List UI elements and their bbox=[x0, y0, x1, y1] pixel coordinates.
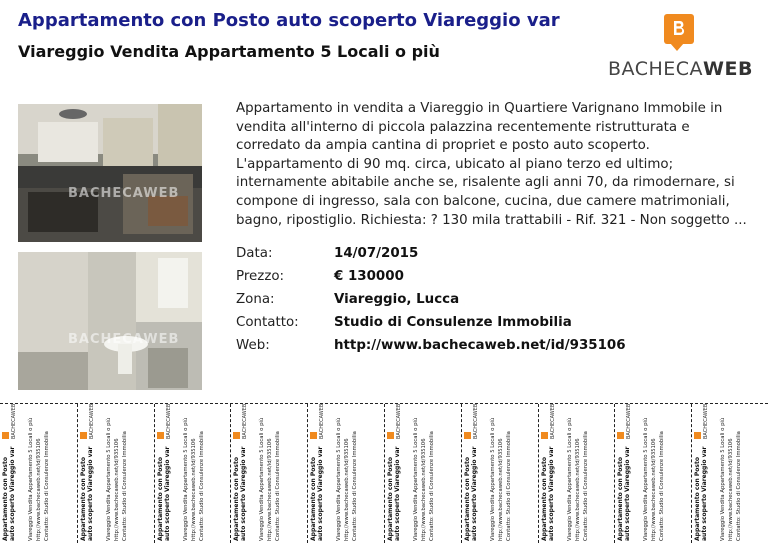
tab-contact: Contatto: Studio di Consulenze Immobilia bbox=[505, 431, 512, 541]
tab-content bbox=[539, 404, 616, 543]
tab-url: http://www.bachecaweb.net/id/935106 bbox=[574, 438, 581, 541]
tab-logo bbox=[233, 403, 251, 439]
web-link[interactable]: http://www.bachecaweb.net/id/935106 bbox=[334, 338, 626, 353]
tear-off-tab[interactable] bbox=[77, 404, 154, 543]
tab-url: http://www.bachecaweb.net/id/935106 bbox=[651, 438, 658, 541]
tab-subtitle: Viareggio Vendita Appartamento 5 Locali o più bbox=[413, 417, 419, 541]
tab-logo-text: BACHECAWEB bbox=[319, 403, 326, 439]
logo-square-icon bbox=[157, 432, 164, 439]
tab-logo bbox=[617, 403, 635, 439]
tear-off-tab[interactable] bbox=[384, 404, 461, 543]
tear-off-tabs bbox=[0, 404, 768, 543]
tab-subtitle: Viareggio Vendita Appartamento 5 Locali o più bbox=[28, 417, 34, 541]
date-label: Data: bbox=[236, 246, 273, 261]
tab-content bbox=[462, 404, 539, 543]
detail-row-zone bbox=[236, 292, 626, 315]
tab-subtitle: Viareggio Vendita Appartamento 5 Locali o più bbox=[489, 417, 496, 541]
tab-contact: Contatto: Studio di Consulenze Immobilia bbox=[275, 431, 282, 541]
tab-url: http://www.bachecaweb.net/id/935106 bbox=[36, 438, 42, 541]
tab-title: Appartamento con Posto auto scoperto Viareggio var bbox=[463, 446, 478, 541]
tab-logo bbox=[387, 403, 405, 439]
tab-content bbox=[615, 404, 692, 543]
tab-logo-text: BACHECAWEB bbox=[11, 403, 17, 439]
tab-logo-text: BACHECAWEB bbox=[703, 403, 710, 439]
tab-logo bbox=[310, 403, 328, 439]
photo-watermark: BACHECAWEB bbox=[68, 332, 180, 347]
zone-value: Viareggio, Lucca bbox=[334, 292, 460, 307]
tab-title: Appartamento con Posto auto scoperto Viareggio var bbox=[310, 446, 325, 541]
tab-subtitle: Viareggio Vendita Appartamento 5 Locali o più bbox=[566, 417, 573, 541]
tab-logo-text: BACHECAWEB bbox=[396, 403, 402, 439]
detail-row-web bbox=[236, 338, 626, 361]
tab-content bbox=[0, 404, 77, 543]
tab-content bbox=[692, 404, 768, 543]
tab-subtitle: Viareggio Vendita Appartamento 5 Locali o più bbox=[259, 417, 266, 541]
logo-square-icon bbox=[310, 432, 317, 439]
tab-title: Appartamento con Posto auto scoperto Viareggio var bbox=[233, 446, 248, 541]
tear-off-tab[interactable] bbox=[230, 404, 307, 543]
listing-details bbox=[236, 246, 626, 361]
logo-square-icon bbox=[233, 432, 240, 439]
tab-logo bbox=[464, 403, 482, 439]
logo-square-icon bbox=[541, 432, 548, 439]
tab-logo-text: BACHECAWEB bbox=[88, 403, 95, 439]
tab-subtitle: Viareggio Vendita Appartamento 5 Locali o più bbox=[643, 417, 650, 541]
tab-url: http://www.bachecaweb.net/id/935106 bbox=[190, 438, 197, 541]
contact-label: Contatto: bbox=[236, 315, 299, 330]
price-value: € 130000 bbox=[334, 269, 404, 284]
tab-contact: Contatto: Studio di Consulenze Immobilia bbox=[659, 431, 666, 541]
date-value: 14/07/2015 bbox=[334, 246, 419, 261]
tear-off-tab[interactable] bbox=[307, 404, 384, 543]
tab-url: http://www.bachecaweb.net/id/935106 bbox=[344, 438, 351, 541]
tear-off-tab[interactable] bbox=[614, 404, 691, 543]
logo-square-icon bbox=[464, 432, 471, 439]
tab-url: http://www.bachecaweb.net/id/935106 bbox=[421, 438, 427, 541]
tab-title: Appartamento con Posto auto scoperto Viareggio var bbox=[387, 446, 401, 541]
tab-url: http://www.bachecaweb.net/id/935106 bbox=[113, 438, 120, 541]
kitchen-photo[interactable] bbox=[18, 104, 202, 242]
tab-url: http://www.bachecaweb.net/id/935106 bbox=[267, 438, 274, 541]
web-label: Web: bbox=[236, 338, 270, 353]
tab-logo-text: BACHECAWEB bbox=[165, 403, 172, 439]
tab-contact: Contatto: Studio di Consulenze Immobilia bbox=[429, 431, 435, 541]
logo-square-icon bbox=[80, 432, 87, 439]
tab-title: Appartamento con Posto auto scoperto Viareggio var bbox=[617, 446, 632, 541]
tab-content bbox=[385, 404, 462, 543]
photo-watermark: BACHECAWEB bbox=[68, 186, 180, 201]
tab-logo bbox=[541, 403, 559, 439]
bathroom-image bbox=[18, 252, 202, 390]
price-label: Prezzo: bbox=[236, 269, 285, 284]
tear-off-tab[interactable] bbox=[154, 404, 231, 543]
tab-title: Appartamento con Posto auto scoperto Viareggio var bbox=[540, 446, 555, 541]
tear-off-tab[interactable] bbox=[461, 404, 538, 543]
tab-contact: Contatto: Studio di Consulenze Immobilia bbox=[736, 431, 743, 541]
tab-title: Appartamento con Posto auto scoperto Viareggio var bbox=[156, 446, 171, 541]
tab-contact: Contatto: Studio di Consulenze Immobilia bbox=[121, 431, 128, 541]
tab-title: Appartamento con Posto auto scoperto Viareggio var bbox=[2, 446, 16, 541]
tab-logo-text: BACHECAWEB bbox=[472, 403, 479, 439]
bathroom-photo[interactable] bbox=[18, 252, 202, 390]
tab-url: http://www.bachecaweb.net/id/935106 bbox=[728, 438, 735, 541]
listing-subtitle: Viareggio Vendita Appartamento 5 Locali o più bbox=[18, 42, 440, 61]
logo-square-icon bbox=[2, 432, 9, 439]
tear-off-tab[interactable] bbox=[0, 404, 77, 543]
tab-logo bbox=[2, 403, 20, 439]
tab-url: http://www.bachecaweb.net/id/935106 bbox=[497, 438, 504, 541]
bachecaweb-logo[interactable] bbox=[608, 14, 758, 78]
tab-logo-text: BACHECAWEB bbox=[626, 403, 633, 439]
tab-logo bbox=[694, 403, 712, 439]
tear-off-tab[interactable] bbox=[691, 404, 768, 543]
tab-logo bbox=[80, 403, 98, 439]
tab-logo-text: BACHECAWEB bbox=[549, 403, 556, 439]
tab-content bbox=[308, 404, 385, 543]
listing-description: Appartamento in vendita a Viareggio in Quartiere Varignano Immobile in vendita all'interno di piccola palazzina recentemente ristrutturata e corredato da ampia cantina di propriet e posto auto scoperto. L'appartamento di 90 mq. circa, ubicato al piano terzo ed ultimo; internamente abitabile anche se, risalente agli anni 70, da rimodernare, si compone di ingresso, sala con balcone, cucina, due camere matrimoniali, bagno, ripostiglio. Richiesta: ? 130 mila trattabili - Rif. 321 - Non soggetto ... bbox=[236, 101, 747, 228]
tab-contact: Contatto: Studio di Consulenze Immobilia bbox=[582, 431, 589, 541]
logo-square-icon bbox=[694, 432, 701, 439]
tab-content bbox=[155, 404, 232, 543]
tab-content bbox=[78, 404, 155, 543]
logo-square-icon bbox=[387, 432, 394, 439]
speech-bubble-icon bbox=[664, 14, 694, 44]
detail-row-price bbox=[236, 269, 626, 292]
tab-content bbox=[231, 404, 308, 543]
tab-title: Appartamento con Posto auto scoperto Viareggio var bbox=[79, 446, 94, 541]
logo-text: BACHECAWEB bbox=[608, 58, 753, 80]
detail-row-contact bbox=[236, 315, 626, 338]
tear-off-tab[interactable] bbox=[538, 404, 615, 543]
logo-square-icon bbox=[617, 432, 624, 439]
kitchen-image bbox=[18, 104, 202, 242]
tab-subtitle: Viareggio Vendita Appartamento 5 Locali o più bbox=[182, 417, 189, 541]
listing-title: Appartamento con Posto auto scoperto Viareggio var bbox=[18, 10, 560, 31]
tab-subtitle: Viareggio Vendita Appartamento 5 Locali o più bbox=[720, 417, 727, 541]
zone-label: Zona: bbox=[236, 292, 275, 307]
detail-row-date bbox=[236, 246, 626, 269]
tab-logo-text: BACHECAWEB bbox=[242, 403, 249, 439]
tab-title: Appartamento con Posto auto scoperto Viareggio var bbox=[694, 446, 709, 541]
contact-value: Studio di Consulenze Immobilia bbox=[334, 315, 572, 330]
tab-contact: Contatto: Studio di Consulenze Immobilia bbox=[44, 431, 50, 541]
tab-contact: Contatto: Studio di Consulenze Immobilia bbox=[198, 431, 205, 541]
tab-logo bbox=[157, 403, 175, 439]
tab-subtitle: Viareggio Vendita Appartamento 5 Locali o più bbox=[105, 417, 112, 541]
tab-contact: Contatto: Studio di Consulenze Immobilia bbox=[352, 431, 359, 541]
tab-subtitle: Viareggio Vendita Appartamento 5 Locali o più bbox=[336, 417, 343, 541]
